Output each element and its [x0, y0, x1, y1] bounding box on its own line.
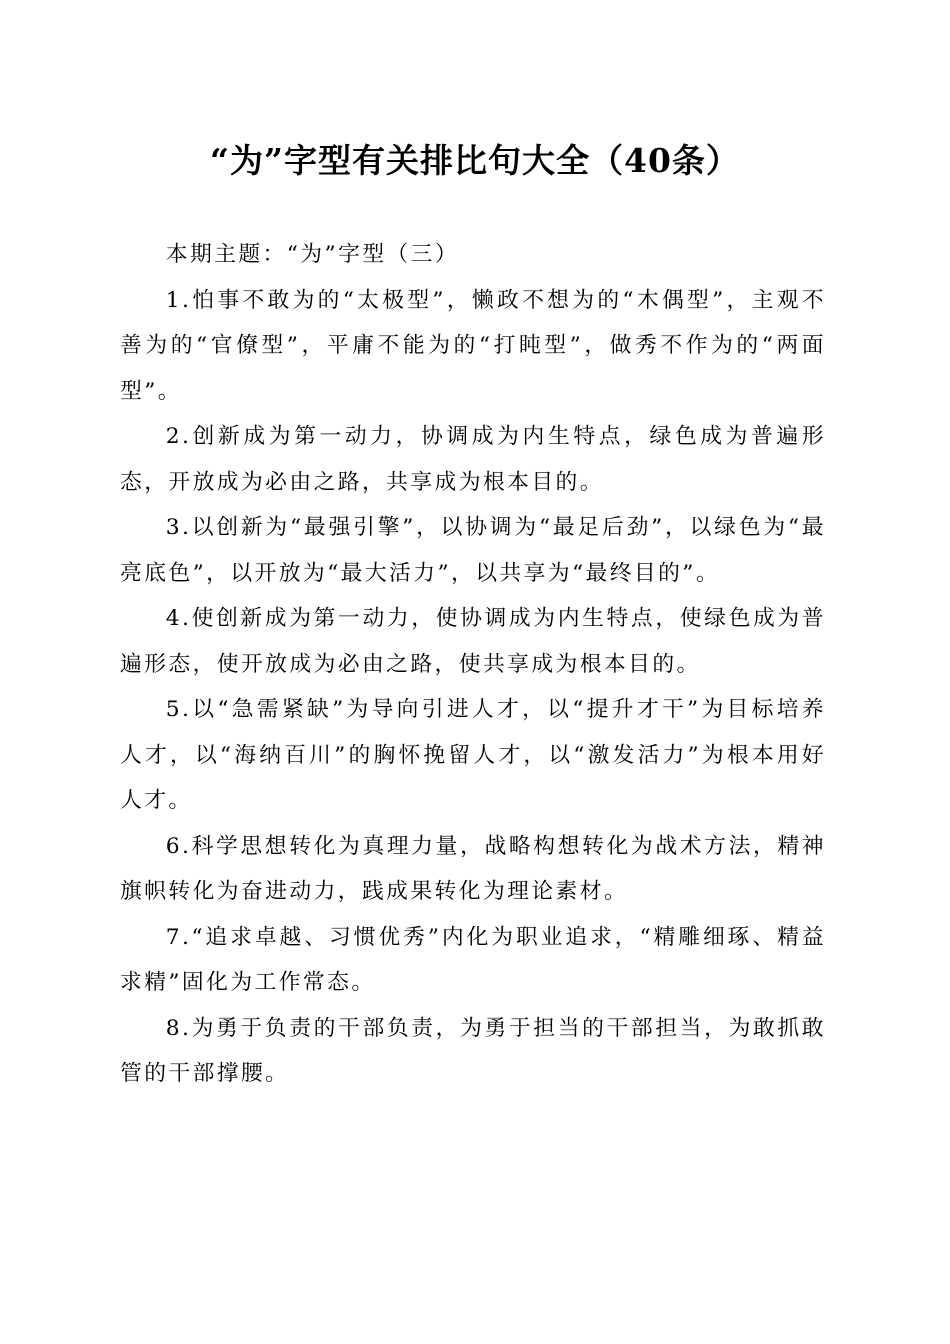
list-item: 4.使创新成为第一动力，使协调成为内生特点，使绿色成为普遍形态，使开放成为必由之路，使共享成为根本目的。: [120, 606, 826, 677]
list-item: 8.为勇于负责的干部负责，为勇于担当的干部担当，为敢抓敢管的干部撑腰。: [120, 1015, 826, 1086]
list-item: 1.怕事不敢为的“太极型”，懒政不想为的“木偶型”，主观不善为的“官僚型”，平庸不能为的“打盹型”，做秀不作为的“两面型”。: [120, 287, 826, 404]
list-item: 3.以创新为“最强引擎”，以协调为“最足后劲”，以绿色为“最亮底色”，以开放为“最大活力”，以共享为“最终目的”。: [120, 515, 826, 586]
document-title: “为”字型有关排比句大全（40条）: [210, 141, 740, 180]
list-item: 6.科学思想转化为真理力量，战略构想转化为战术方法，精神旗帜转化为奋进动力，践成果转化为理论素材。: [120, 833, 826, 904]
list-item: 7.“追求卓越、习惯优秀”内化为职业追求，“精雕细琢、精益求精”固化为工作常态。: [120, 924, 826, 995]
list-item: 5.以“急需紧缺”为导向引进人才，以“提升才干”为目标培养人才，以“海纳百川”的胸怀挽留人才，以“激发活力”为根本用好人才。: [120, 697, 826, 813]
document-body: [120, 232, 826, 1097]
list-item: 2.创新成为第一动力，协调成为内生特点，绿色成为普遍形态，开放成为必由之路，共享成为根本目的。: [120, 424, 826, 495]
topic-line: 本期主题：“为”字型（三）: [165, 242, 460, 267]
